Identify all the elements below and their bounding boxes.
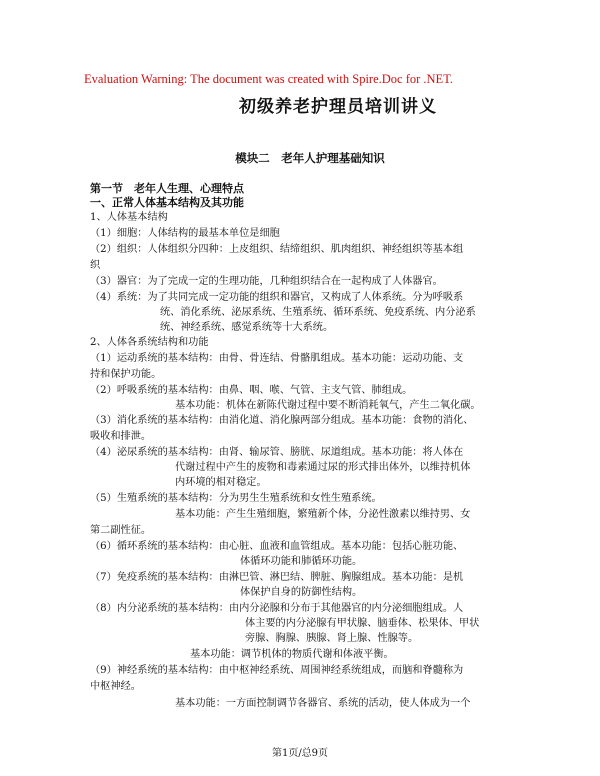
body-line: 织: [90, 260, 101, 271]
document-title: 初级养老护理员培训讲义: [239, 97, 437, 117]
body-line: 统、神经系统、感觉系统等十大系统。: [160, 322, 334, 333]
body-line: 基本功能：调节机体的物质代谢和体液平衡。: [190, 649, 394, 660]
body-line: （2）呼吸系统的基本结构：由鼻、咽、喉、气管、主支气管、肺组成。: [90, 385, 413, 396]
body-line: 基本功能：机体在新陈代谢过程中要不断消耗氧气，产生二氧化碳。: [175, 400, 481, 411]
body-line: （4）系统：为了共同完成一定功能的组织和器官，又构成了人体系统。分为呼吸系: [90, 292, 464, 303]
body-line: 第二副性征。: [90, 525, 152, 536]
body-line: （3）器官：为了完成一定的生理功能，几种组织结合在一起构成了人体器官。: [90, 276, 443, 287]
body-line: （3）消化系统的基本结构：由消化道、消化腺两部分组成。基本功能：食物的消化、: [90, 415, 474, 426]
body-line: 中枢神经。: [90, 681, 141, 692]
evaluation-warning: Evaluation Warning: The document was created with Spire.Doc for .NET.: [84, 72, 454, 86]
body-line: （1）运动系统的基本结构：由骨、骨连结、骨骼肌组成。基本功能：运动功能、支: [90, 353, 464, 364]
page-footer: 第1页/总9页: [271, 748, 329, 759]
subsection-heading: 一、正常人体基本结构及其功能: [90, 196, 244, 209]
body-line: 吸收和排泄。: [90, 431, 152, 442]
body-line: （9）神经系统的基本结构：由中枢神经系统、周围神经系统组成，而脑和脊髓称为: [90, 665, 464, 676]
body-line: 基本功能：一方面控制调节各器官、系统的活动，使人体成为一个: [175, 698, 471, 709]
body-line: 统、消化系统、泌尿系统、生殖系统、循环系统、免疫系统、内分泌系: [160, 307, 476, 318]
body-line: 持和保护功能。: [90, 369, 162, 380]
body-line: 体循环功能和肺循环功能。: [240, 556, 363, 567]
body-line: 体主要的内分泌腺有甲状腺、脑垂体、松果体、甲状: [245, 618, 480, 629]
body-line: （1）细胞：人体结构的最基本单位是细胞: [90, 228, 280, 239]
body-line: 体保护自身的防御性结构。: [240, 587, 363, 598]
body-line: （2）组织：人体组织分四种：上皮组织、结缔组织、肌肉组织、神经组织等基本组: [90, 244, 464, 255]
body-line: 代谢过程中产生的废物和毒素通过尿的形式排出体外，以维持机体: [175, 462, 471, 473]
body-line: （4）泌尿系统的基本结构：由肾、输尿管、膀胱、尿道组成。基本功能：将人体在: [90, 447, 464, 458]
body-line: 旁腺、胸腺、胰腺、肾上腺、性腺等。: [245, 633, 419, 644]
module-heading: 模块二 老年人护理基础知识: [235, 151, 385, 165]
body-line: （7）免疫系统的基本结构：由淋巴管、淋巴结、脾脏、胸腺组成。基本功能：是机: [90, 572, 464, 583]
body-line: （6）循环系统的基本结构：由心脏、血液和血管组成。基本功能：包括心脏功能、: [90, 541, 464, 552]
body-line: 1、人体基本结构: [90, 212, 168, 223]
body-line: （5）生殖系统的基本结构：分为男生生殖系统和女性生殖系统。: [90, 493, 382, 504]
body-line: 基本功能：产生生殖细胞，繁殖新个体，分泌性激素以维持男、女: [175, 509, 471, 520]
section-heading: 第一节 老年人生理、心理特点: [90, 182, 244, 195]
body-line: 内环境的相对稳定。: [175, 477, 267, 488]
body-line: （8）内分泌系统的基本结构：由内分泌腺和分布于其他器官的内分泌细胞组成。人: [90, 603, 464, 614]
body-line: 2、人体各系统结构和功能: [90, 337, 209, 348]
